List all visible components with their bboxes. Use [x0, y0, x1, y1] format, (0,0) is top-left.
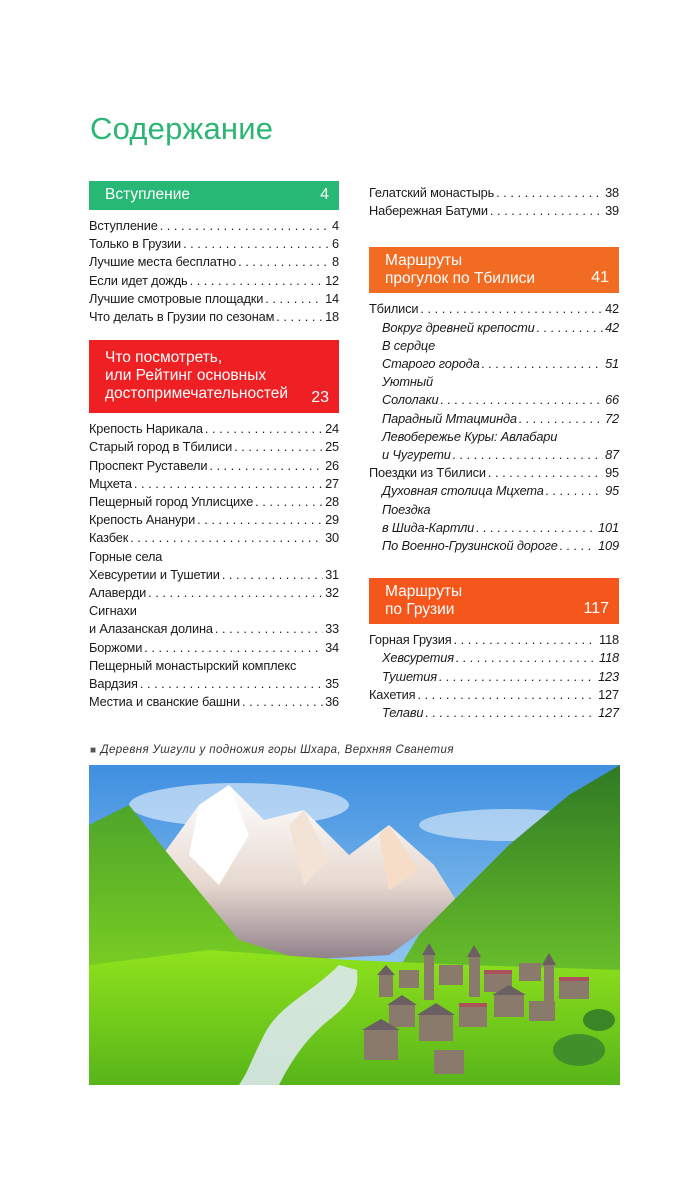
dot-leader [546, 482, 603, 500]
entry-title: Только в Грузии [89, 236, 182, 252]
section-header-intro[interactable] [89, 181, 339, 210]
dot-leader [265, 290, 323, 308]
dot-leader [160, 217, 330, 235]
dot-leader [134, 475, 323, 493]
toc-entry-line[interactable]: Горные села [89, 548, 163, 564]
entry-title: Тушетия [382, 668, 437, 684]
dot-leader [420, 300, 603, 318]
entry-title: Лучшие смотровые площадки [89, 290, 264, 306]
dot-leader [215, 620, 323, 638]
section-title-line-1: Что посмотреть, [105, 349, 223, 367]
entry-title: Старого города [382, 356, 480, 372]
toc-entry[interactable] [89, 566, 339, 584]
dot-leader [209, 457, 323, 475]
entry-page: 28 [325, 494, 339, 510]
section-header-georgia-routes[interactable] [369, 578, 619, 624]
toc-entry[interactable] [369, 319, 619, 337]
entry-title: Поездки из Тбилиси [369, 465, 486, 481]
toc-entry[interactable] [369, 649, 619, 667]
entry-page: 32 [325, 585, 339, 601]
entry-title: Духовная столица Мцхета [382, 483, 544, 499]
entry-page: 118 [599, 632, 619, 648]
entry-page: 51 [605, 356, 619, 372]
entry-title: Пещерный город Уплисцихе [89, 494, 254, 510]
entry-title: Что делать в Грузии по сезонам [89, 309, 275, 325]
toc-entry[interactable] [369, 537, 619, 555]
entry-page: 18 [325, 309, 339, 325]
entry-title: Кахетия [369, 686, 416, 702]
entry-title: Старый город в Тбилиси [89, 439, 233, 455]
entry-page: 35 [325, 676, 339, 692]
entry-title: Набережная Батуми [369, 203, 488, 219]
entry-title: Вардзия [89, 676, 138, 692]
dot-leader [197, 511, 323, 529]
toc-entry-line[interactable]: Пещерный монастырский комплекс [89, 657, 297, 673]
entry-page: 34 [325, 639, 339, 655]
toc-entry[interactable] [369, 184, 619, 202]
dot-leader [454, 631, 597, 649]
toc-entry[interactable] [89, 493, 339, 511]
entry-page: 42 [605, 301, 619, 317]
toc-entry[interactable] [369, 519, 619, 537]
entry-title: Боржоми [89, 639, 143, 655]
entry-title: Если идет дождь [89, 272, 188, 288]
toc-entry[interactable] [369, 446, 619, 464]
toc-entry[interactable] [89, 290, 339, 308]
entries-intro [89, 217, 339, 326]
entry-page: 95 [605, 483, 619, 499]
entry-title: Тбилиси [369, 301, 419, 317]
entries-georgia-routes [369, 631, 619, 722]
entries-tbilisi-walks [369, 300, 619, 555]
toc-entry[interactable] [369, 704, 619, 722]
toc-entry[interactable] [89, 235, 339, 253]
square-bullet-icon: ■ [90, 745, 97, 756]
section-title-line-3: достопримечательностей [105, 385, 289, 403]
ushguli-illustration [89, 765, 620, 1085]
toc-entry[interactable] [89, 475, 339, 493]
section-page: 117 [583, 600, 609, 618]
entry-page: 27 [325, 475, 339, 491]
toc-entry[interactable] [89, 675, 339, 693]
section-title-line-2: прогулок по Тбилиси [385, 270, 536, 288]
entry-page: 36 [325, 694, 339, 710]
entry-title: Крепость Нарикала [89, 421, 203, 437]
toc-entry[interactable] [369, 300, 619, 318]
entries-continued [369, 184, 619, 220]
dot-leader [496, 184, 603, 202]
toc-entry[interactable] [369, 202, 619, 220]
section-title-line-2: по Грузии [385, 601, 455, 619]
dot-leader [148, 584, 323, 602]
dot-leader [222, 566, 323, 584]
dot-leader [183, 235, 330, 253]
entry-page: 26 [325, 457, 339, 473]
entry-page: 109 [598, 538, 619, 554]
entry-title: Крепость Ананури [89, 512, 196, 528]
toc-entry[interactable] [89, 584, 339, 602]
entry-page: 25 [325, 439, 339, 455]
dot-leader [144, 639, 323, 657]
entry-title: Телави [382, 705, 424, 721]
dot-leader [190, 272, 323, 290]
entry-page: 24 [325, 421, 339, 437]
toc-entry[interactable] [89, 639, 339, 657]
entry-page: 101 [598, 519, 619, 535]
dot-leader [490, 202, 603, 220]
entry-title: Алаверди [89, 585, 147, 601]
entry-page: 39 [605, 203, 619, 219]
caption-text: Деревня Ушгули у подножия горы Шхара, Верхняя Сванетия [100, 744, 454, 756]
dot-leader [519, 410, 603, 428]
section-page: 23 [311, 389, 329, 407]
dot-leader [255, 493, 323, 511]
entry-title: и Чугурети [382, 447, 451, 463]
dot-leader [130, 529, 323, 547]
toc-entry-line[interactable]: В сердце [382, 337, 436, 353]
entry-page: 118 [599, 650, 619, 666]
entry-page: 42 [605, 319, 619, 335]
entry-title: Горная Грузия [369, 632, 452, 648]
page-title: Содержание [90, 111, 274, 146]
section-page: 4 [320, 186, 329, 203]
toc-entry-line[interactable]: Уютный [382, 374, 433, 390]
toc-entry[interactable] [369, 355, 619, 373]
entry-title: Проспект Руставели [89, 457, 208, 473]
toc-entry[interactable] [89, 217, 339, 235]
entry-title: По Военно-Грузинской дороге [382, 538, 558, 554]
entry-title: Гелатский монастырь [369, 185, 495, 200]
section-title-line-1: Маршруты [385, 583, 463, 601]
entry-title: Парадный Мтацминда [382, 410, 517, 426]
toc-entry[interactable] [89, 457, 339, 475]
toc-entry[interactable] [369, 391, 619, 409]
dot-leader [456, 649, 597, 667]
toc-right-column [369, 181, 619, 722]
toc-entry[interactable] [89, 529, 339, 547]
toc-entry-line[interactable]: Сигнахи [89, 603, 137, 619]
entry-title: и Алазанская долина [89, 621, 213, 637]
dot-leader [234, 438, 323, 456]
entry-page: 127 [598, 686, 619, 702]
dot-leader [140, 675, 323, 693]
section-title-line-2: или Рейтинг основных [105, 367, 267, 385]
dot-leader [482, 355, 604, 373]
entry-title: Вступление [89, 218, 158, 233]
dot-leader [417, 686, 596, 704]
toc-entry[interactable] [369, 482, 619, 500]
entry-title: Казбек [89, 530, 129, 546]
entry-page: 38 [605, 185, 619, 200]
entry-title: Лучшие места бесплатно [89, 254, 237, 270]
entry-page: 30 [325, 530, 339, 546]
toc-entry[interactable] [89, 438, 339, 456]
entry-page: 66 [605, 392, 619, 408]
entry-title: в Шида-Картли [382, 519, 475, 535]
section-page: 41 [591, 269, 609, 287]
toc-entry[interactable] [89, 253, 339, 271]
photo-caption [90, 744, 454, 756]
toc-entry[interactable] [89, 272, 339, 290]
dot-leader [205, 420, 323, 438]
entry-page: 31 [325, 566, 339, 582]
entry-page: 14 [325, 290, 339, 306]
entries-sights [89, 420, 339, 711]
toc-entry[interactable] [369, 668, 619, 686]
section-title-line-1: Маршруты [385, 252, 463, 270]
dot-leader [476, 519, 596, 537]
dot-leader [560, 537, 596, 555]
dot-leader [425, 704, 596, 722]
toc-left-column [89, 181, 339, 711]
dot-leader [453, 446, 603, 464]
section-header-tbilisi-walks[interactable] [369, 247, 619, 293]
dot-leader [238, 253, 330, 271]
entry-page: 8 [332, 254, 339, 270]
entry-page: 33 [325, 621, 339, 637]
dot-leader [439, 668, 596, 686]
dot-leader [242, 693, 323, 711]
dot-leader [276, 308, 323, 326]
entry-page: 127 [598, 705, 619, 721]
toc-entry[interactable] [89, 693, 339, 711]
entry-title: Хевсуретия [382, 650, 454, 666]
section-title: Вступление [105, 186, 191, 203]
toc-entry[interactable] [369, 410, 619, 428]
entry-page: 29 [325, 512, 339, 528]
entry-title: Сололаки [382, 392, 439, 408]
toc-entry-line[interactable]: Левобережье Куры: Авлабари [382, 428, 558, 444]
landscape-photo [89, 765, 620, 1085]
toc-entry[interactable] [89, 620, 339, 638]
dot-leader [488, 464, 603, 482]
toc-entry[interactable] [369, 686, 619, 704]
entry-page: 12 [325, 272, 339, 288]
section-header-sights[interactable] [89, 340, 339, 413]
entry-title: Мцхета [89, 475, 132, 491]
entry-title: Хевсуретии и Тушетии [89, 566, 220, 582]
entry-page: 123 [598, 668, 619, 684]
toc-entry[interactable] [89, 511, 339, 529]
dot-leader [440, 391, 603, 409]
toc-entry[interactable] [89, 420, 339, 438]
entry-title: Вокруг древней крепости [382, 319, 535, 335]
toc-entry[interactable] [369, 631, 619, 649]
entry-page: 72 [605, 410, 619, 426]
dot-leader [537, 319, 603, 337]
entry-page: 6 [332, 236, 339, 252]
entry-title: Местиа и сванские башни [89, 694, 240, 710]
entry-page: 4 [332, 218, 339, 233]
toc-entry[interactable] [369, 464, 619, 482]
toc-entry[interactable] [89, 308, 339, 326]
entry-page: 95 [605, 465, 619, 481]
toc-entry-line[interactable]: Поездка [382, 501, 431, 517]
entry-page: 87 [605, 447, 619, 463]
